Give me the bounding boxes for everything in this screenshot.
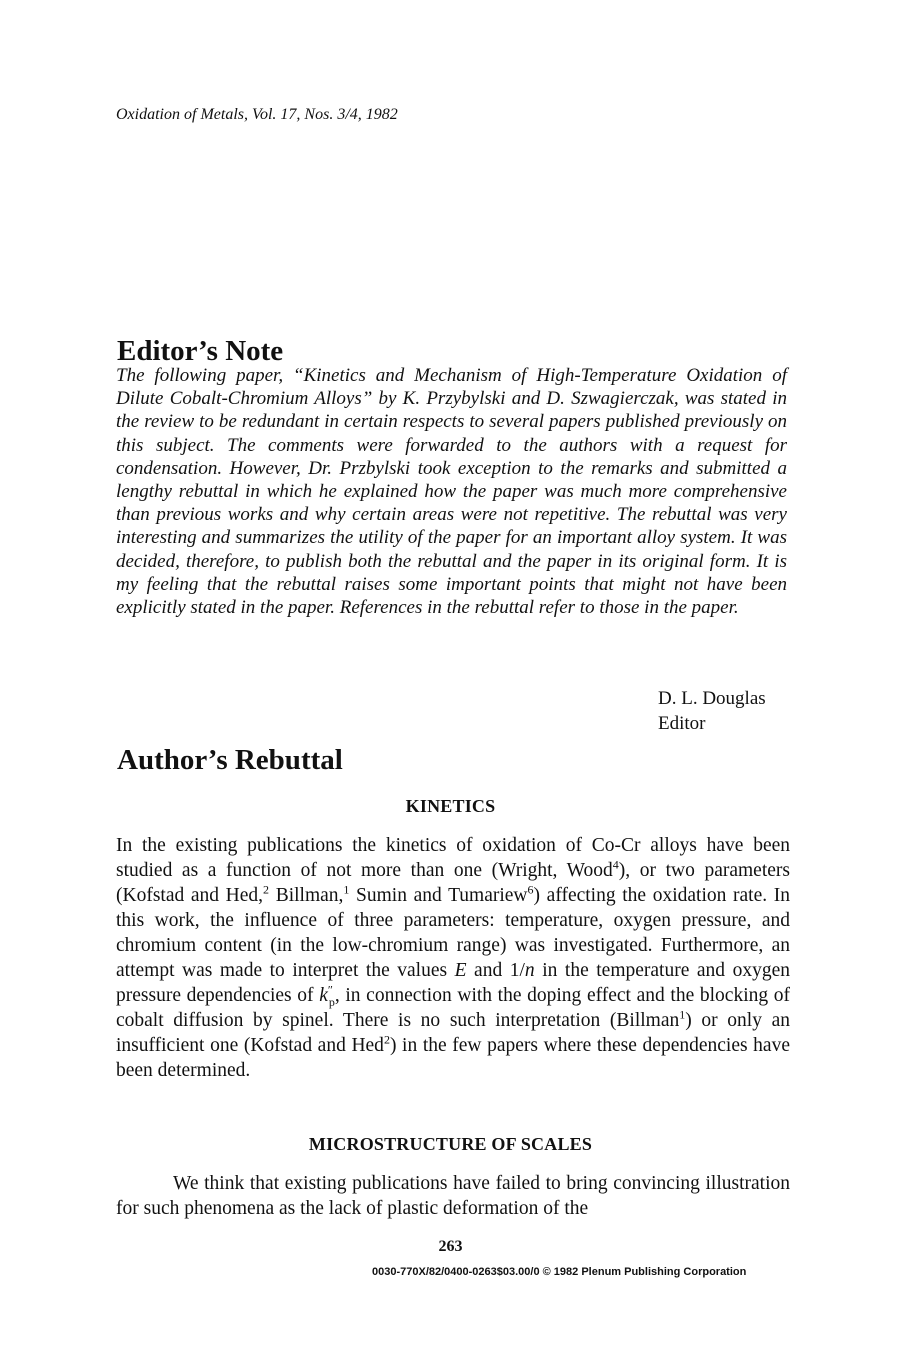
symbol-k: k — [319, 985, 328, 1006]
kinetics-text-g: in the temperature and oxygen pressure dependencies of — [116, 960, 790, 1006]
ref-1: 1 — [343, 882, 350, 897]
editors-note-body: The following paper, “Kinetics and Mechanism of High-Temperature Oxidation of Dilute Cobalt-Chromium Alloys” by K. Przybylski and D. Szwagierczak, was stated in the review to be redundant in certain respects to several papers published previously on this subject. The comments were forwarded to the authors with a request for condensation. However, Dr. Przbylski took exception to the remarks and submitted a lengthy rebuttal in which he explained how the paper was much more comprehensive than previous works and why certain areas were not repetitive. The rebuttal was very interesting and summarizes the utility of the paper for an important alloy system. It was decided, therefore, to publish both the rebuttal and the paper in its original form. It is my feeling that the rebuttal raises some important points that might not have been explicitly stated in the paper. References in the rebuttal refer to those in the paper. — [116, 365, 787, 619]
kinetics-text-c: Billman, — [269, 885, 344, 906]
kinetics-text-e: ) affecting the oxidation rate. In this work, the influence of three parameters: temperature, oxygen pressure, and chromium content (in the low-chromium range) was investigated. Furthermore, an attempt was made to interpret the values — [116, 885, 790, 981]
kinetics-heading: KINETICS — [405, 796, 496, 816]
ref-4: 4 — [612, 857, 619, 872]
kinetics-paragraph — [116, 833, 790, 1083]
copyright-code: 0030-770X/82/0400-0263$03.00/0 © 1982 Plenum Publishing Corporation — [372, 1266, 747, 1278]
symbol-n: n — [524, 960, 535, 981]
ref-2: 2 — [263, 882, 270, 897]
symbol-k-sup: ″ — [327, 982, 333, 997]
symbol-k-sub: p — [328, 994, 335, 1009]
signature-name: D. L. Douglas — [658, 688, 766, 709]
ref-6: 6 — [527, 882, 534, 897]
kinetics-text-h: , in connection with the doping effect and the blocking of cobalt diffusion by spinel. There is no such interpretation (Billman — [116, 985, 791, 1031]
journal-citation: Oxidation of Metals, Vol. 17, Nos. 3/4, 1982 — [116, 106, 398, 123]
signature-role: Editor — [658, 713, 706, 734]
kinetics-text-d: Sumin and Tumariew — [349, 885, 528, 906]
kinetics-text-b: ), or two parameters (Kofstad and Hed, — [116, 860, 790, 906]
kinetics-text-j: ) in the few papers where these dependencies have been determined. — [116, 1035, 790, 1081]
symbol-e: E — [454, 960, 467, 981]
page-number: 263 — [438, 1238, 463, 1255]
microstructure-heading: MICROSTRUCTURE OF SCALES — [308, 1134, 593, 1154]
editors-note-title: Editor’s Note — [117, 335, 284, 367]
kinetics-text-a: In the existing publications the kinetics of oxidation of Co-Cr alloys have been studied as a function of not more than one (Wright, Wood — [116, 835, 790, 881]
kinetics-text-f: and 1/ — [466, 960, 525, 981]
microstructure-paragraph: We think that existing publications have failed to bring convincing illustration for such phenomena as the lack of plastic deformation of the — [116, 1173, 790, 1219]
rebuttal-title: Author’s Rebuttal — [117, 744, 343, 776]
ref-2b: 2 — [383, 1032, 390, 1047]
ref-1b: 1 — [679, 1007, 686, 1022]
kinetics-text-i: ) or only an insufficient one (Kofstad and Hed — [116, 1010, 791, 1056]
